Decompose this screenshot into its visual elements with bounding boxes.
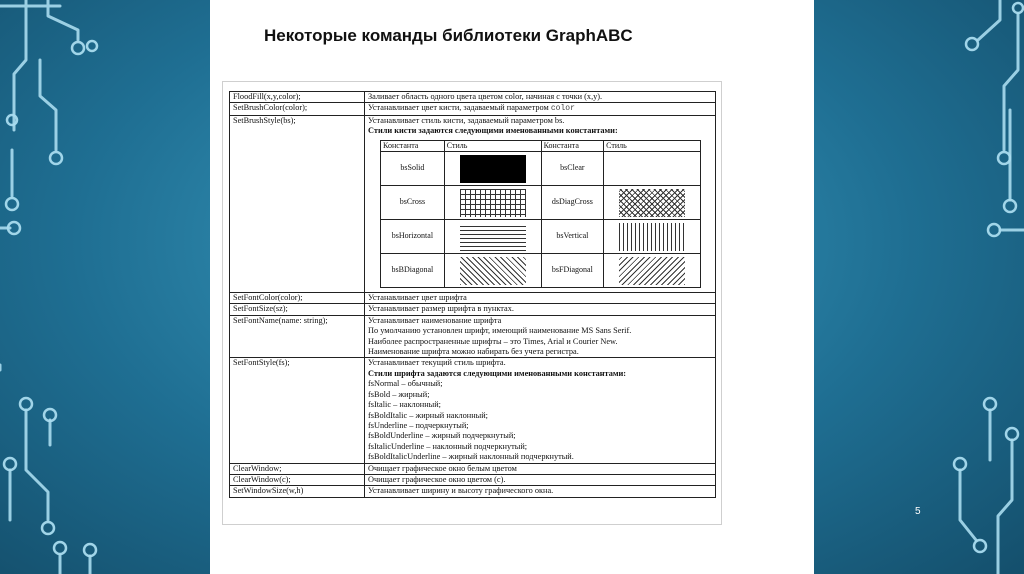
brush-row [381,186,701,220]
brush-swatch-cell [444,254,541,288]
slide-title: Некоторые команды библиотеки GraphABC [264,26,633,45]
command-cell: SetBrushStyle(bs); [230,115,365,292]
circuit-trace [998,440,1012,574]
circuit-trace [1004,14,1018,150]
command-cell: SetFontColor(color); [230,293,365,304]
header-cell: Константа [541,140,604,151]
solid-swatch [460,155,526,183]
brush-swatch-cell [604,254,701,288]
description-cell: Устанавливает цвет шрифта [365,293,716,304]
header-cell: Константа [381,140,445,151]
vertical-swatch [619,223,685,251]
circuit-trace [40,60,56,150]
cross-swatch [460,189,526,217]
table-row [230,304,716,315]
table-row [230,92,716,103]
clear-swatch [619,155,685,183]
circuit-trace [960,470,976,540]
circuit-trace [978,0,1000,40]
brush-constant: bsFDiagonal [541,254,604,288]
circuit-node [7,115,17,125]
bdiagonal-swatch [460,257,526,285]
table-row [230,293,716,304]
table-row [230,463,716,474]
horizontal-swatch [460,223,526,251]
brush-header-row [381,140,701,151]
description-cell: Устанавливает стиль кисти, задаваемый параметром bs. Стили кисти задаются следующими именованными константами: Константа Стиль Константа Стиль bsSolid bsClear bsCross dsDiagCross bsHorizontal bsVertical bsBDiagonal bsFDiagonal [365,115,716,292]
commands-table [229,91,716,498]
circuit-node [87,41,97,51]
brush-constant: dsDiagCross [541,186,604,220]
description-cell: Очищает графическое окно белым цветом [365,463,716,474]
brush-swatch-cell [604,152,701,186]
brush-row [381,254,701,288]
table-row [230,315,716,358]
command-cell: FloodFill(x,y,color); [230,92,365,103]
brush-swatch-cell [444,152,541,186]
diagcross-swatch [619,189,685,217]
brush-swatch-cell [604,186,701,220]
circuit-node [1006,428,1018,440]
document-scan [222,81,722,525]
command-cell: SetFontName(name: string); [230,315,365,358]
command-cell: SetBrushColor(color); [230,103,365,115]
table-row [230,474,716,485]
circuit-node [72,42,84,54]
circuit-node [50,152,62,164]
command-cell: SetFontStyle(fs); [230,358,365,463]
brush-swatch-cell [604,220,701,254]
circuit-node [20,398,32,410]
circuit-trace [26,410,48,520]
circuit-node [8,222,20,234]
description-cell: Устанавливает наименование шрифта По умолчанию установлен шрифт, имеющий наименование MS Sans Serif. Наиболее распространенные шрифты – это Times, Arial и Courier New. Наименование шрифта можно набирать без учета регистра. [365,315,716,358]
brush-styles-table [380,140,701,288]
brush-row [381,220,701,254]
circuit-node [966,38,978,50]
header-cell: Стиль [604,140,701,151]
brush-constant: bsCross [381,186,445,220]
table-row [230,103,716,115]
brush-swatch-cell [444,186,541,220]
circuit-node [998,152,1010,164]
description-cell: Заливает область одного цвета цветом color, начиная с точки (x,y). [365,92,716,103]
circuit-node [54,542,66,554]
description-cell: Очищает графическое окно цветом (c). [365,474,716,485]
circuit-node [954,458,966,470]
circuit-node [984,398,996,410]
table-row [230,115,716,292]
circuit-node [974,540,986,552]
brush-constant: bsClear [541,152,604,186]
command-cell: ClearWindow; [230,463,365,474]
circuit-node [4,458,16,470]
circuit-node [1004,200,1016,212]
description-cell: Устанавливает размер шрифта в пунктах. [365,304,716,315]
command-cell: SetWindowSize(w,h) [230,486,365,497]
circuit-node [988,224,1000,236]
code-token: color [550,104,575,114]
circuit-node [42,522,54,534]
circuit-node [44,409,56,421]
header-cell: Стиль [444,140,541,151]
brush-constant: bsSolid [381,152,445,186]
circuit-node [84,544,96,556]
circuit-trace [14,0,26,130]
table-row [230,486,716,497]
brush-constant: bsVertical [541,220,604,254]
brush-swatch-cell [444,220,541,254]
brush-row [381,152,701,186]
command-cell: SetFontSize(sz); [230,304,365,315]
description-cell: Устанавливает текущий стиль шрифта. Стили шрифта задаются следующими именованными константами: fsNormal – обычный; fsBold – жирный; fsItalic – наклонный; fsBoldItalic – жирный наклонный; fsUnderline – подчеркнутый; fsBoldUnderline – жирный подчеркнутый; fsItalicUnderline – наклонный подчеркнутый; fsBoldItalicUnderline – жирный наклонный подчеркнутый. [365,358,716,463]
description-cell: Устанавливает цвет кисти, задаваемый параметром color [365,103,716,115]
table-row [230,358,716,463]
circuit-node [1013,3,1023,13]
circuit-node [6,198,18,210]
brush-constant: bsHorizontal [381,220,445,254]
description-cell: Устанавливает ширину и высоту графического окна. [365,486,716,497]
brush-constant: bsBDiagonal [381,254,445,288]
command-cell: ClearWindow(c); [230,474,365,485]
fdiagonal-swatch [619,257,685,285]
circuit-trace [48,0,78,40]
page-number: 5 [915,506,921,517]
